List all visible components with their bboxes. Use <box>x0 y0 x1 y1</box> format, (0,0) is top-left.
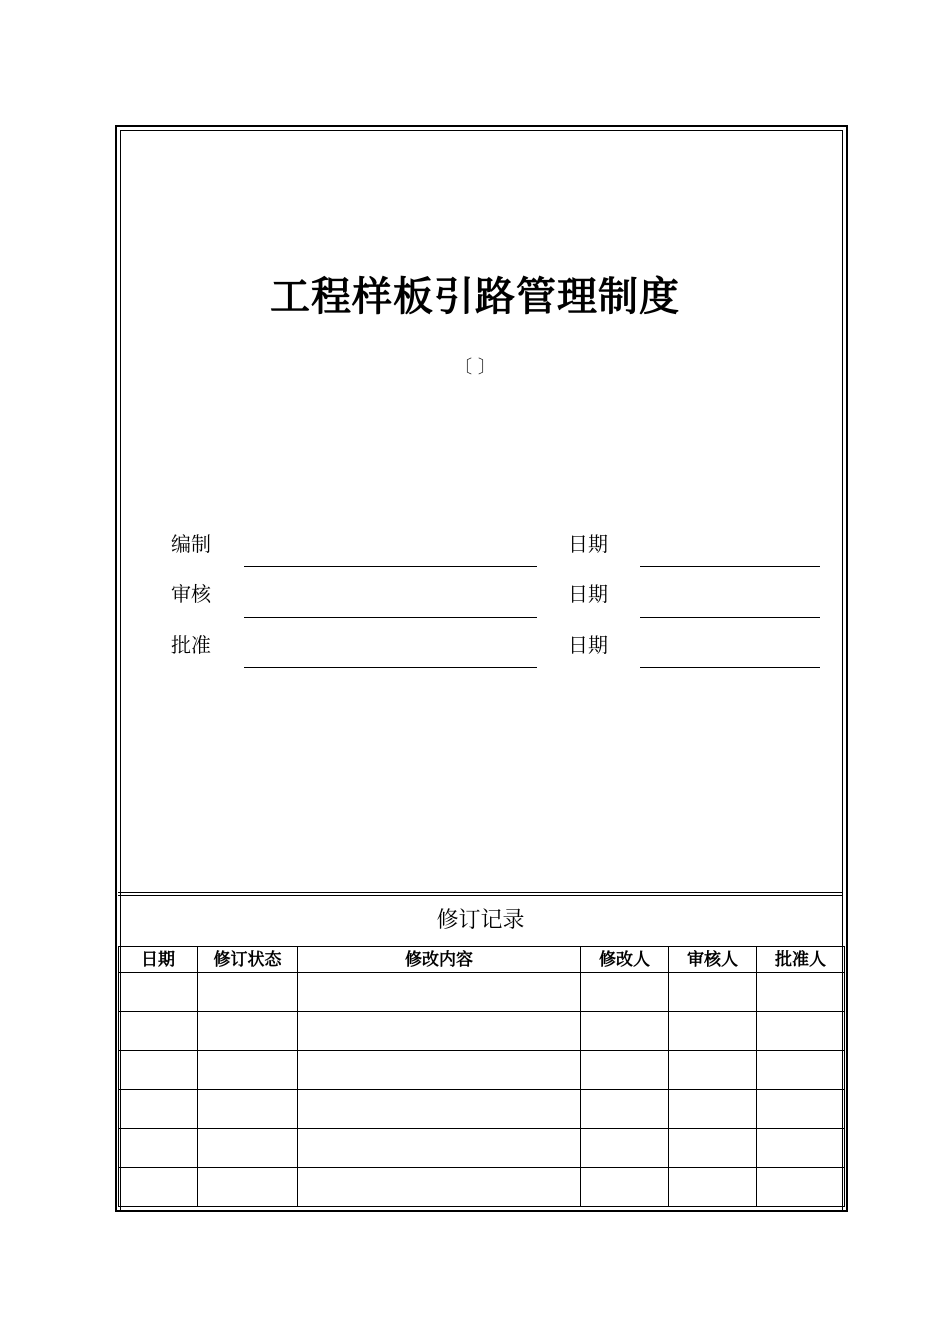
reviewer-label: 审核 <box>171 582 211 606</box>
table-cell <box>757 1090 845 1129</box>
table-cell <box>669 1129 757 1168</box>
revision-rows <box>119 973 845 1207</box>
table-cell <box>757 1168 845 1207</box>
table-row <box>119 1012 845 1051</box>
table-cell <box>119 1129 198 1168</box>
header-modifier: 修改人 <box>581 947 669 973</box>
approve-date-line <box>640 667 820 668</box>
table-cell <box>581 1051 669 1090</box>
table-cell <box>298 1012 581 1051</box>
approver-label: 批准 <box>171 633 211 657</box>
table-cell <box>119 1168 198 1207</box>
document-number: 〔 〕 <box>454 357 496 378</box>
table-cell <box>581 1168 669 1207</box>
table-cell <box>198 1129 298 1168</box>
header-date: 日期 <box>119 947 198 973</box>
approver-line <box>244 667 537 668</box>
table-cell <box>669 1168 757 1207</box>
table-cell <box>298 1090 581 1129</box>
table-cell <box>757 1012 845 1051</box>
table-cell <box>198 1090 298 1129</box>
table-cell <box>757 1129 845 1168</box>
table-cell <box>669 1090 757 1129</box>
table-cell <box>757 973 845 1012</box>
table-cell <box>298 1129 581 1168</box>
table-cell <box>198 1051 298 1090</box>
table-cell <box>119 973 198 1012</box>
table-cell <box>119 1051 198 1090</box>
compile-date-label: 日期 <box>568 532 608 556</box>
table-cell <box>757 1051 845 1090</box>
table-cell <box>198 1168 298 1207</box>
table-cell <box>298 1168 581 1207</box>
table-row <box>119 1129 845 1168</box>
header-reviewer: 审核人 <box>669 947 757 973</box>
table-cell <box>581 1090 669 1129</box>
table-row <box>119 1168 845 1207</box>
table-cell <box>581 1129 669 1168</box>
table-cell <box>119 1012 198 1051</box>
approve-date-label: 日期 <box>568 633 608 657</box>
revision-record-title: 修订记录 <box>436 908 525 933</box>
compiler-label: 编制 <box>171 532 211 556</box>
review-date-label: 日期 <box>568 582 608 606</box>
table-row <box>119 1090 845 1129</box>
table-cell <box>581 973 669 1012</box>
table-cell <box>298 1051 581 1090</box>
table-row <box>119 1051 845 1090</box>
compile-date-line <box>640 566 820 567</box>
table-row <box>119 973 845 1012</box>
header-change-content: 修改内容 <box>298 947 581 973</box>
review-date-line <box>640 617 820 618</box>
document-title: 工程样板引路管理制度 <box>270 273 680 320</box>
table-cell <box>119 1090 198 1129</box>
table-cell <box>581 1012 669 1051</box>
header-approver: 批准人 <box>757 947 845 973</box>
reviewer-line <box>244 617 537 618</box>
table-cell <box>669 1012 757 1051</box>
revision-table <box>118 946 845 1207</box>
table-cell <box>198 973 298 1012</box>
table-cell <box>669 1051 757 1090</box>
table-cell <box>298 973 581 1012</box>
section-divider <box>118 892 843 893</box>
table-cell <box>198 1012 298 1051</box>
table-cell <box>669 973 757 1012</box>
header-revision-status: 修订状态 <box>198 947 298 973</box>
compiler-line <box>244 566 537 567</box>
revision-header-row <box>119 947 845 973</box>
section-divider-inner <box>118 895 843 896</box>
